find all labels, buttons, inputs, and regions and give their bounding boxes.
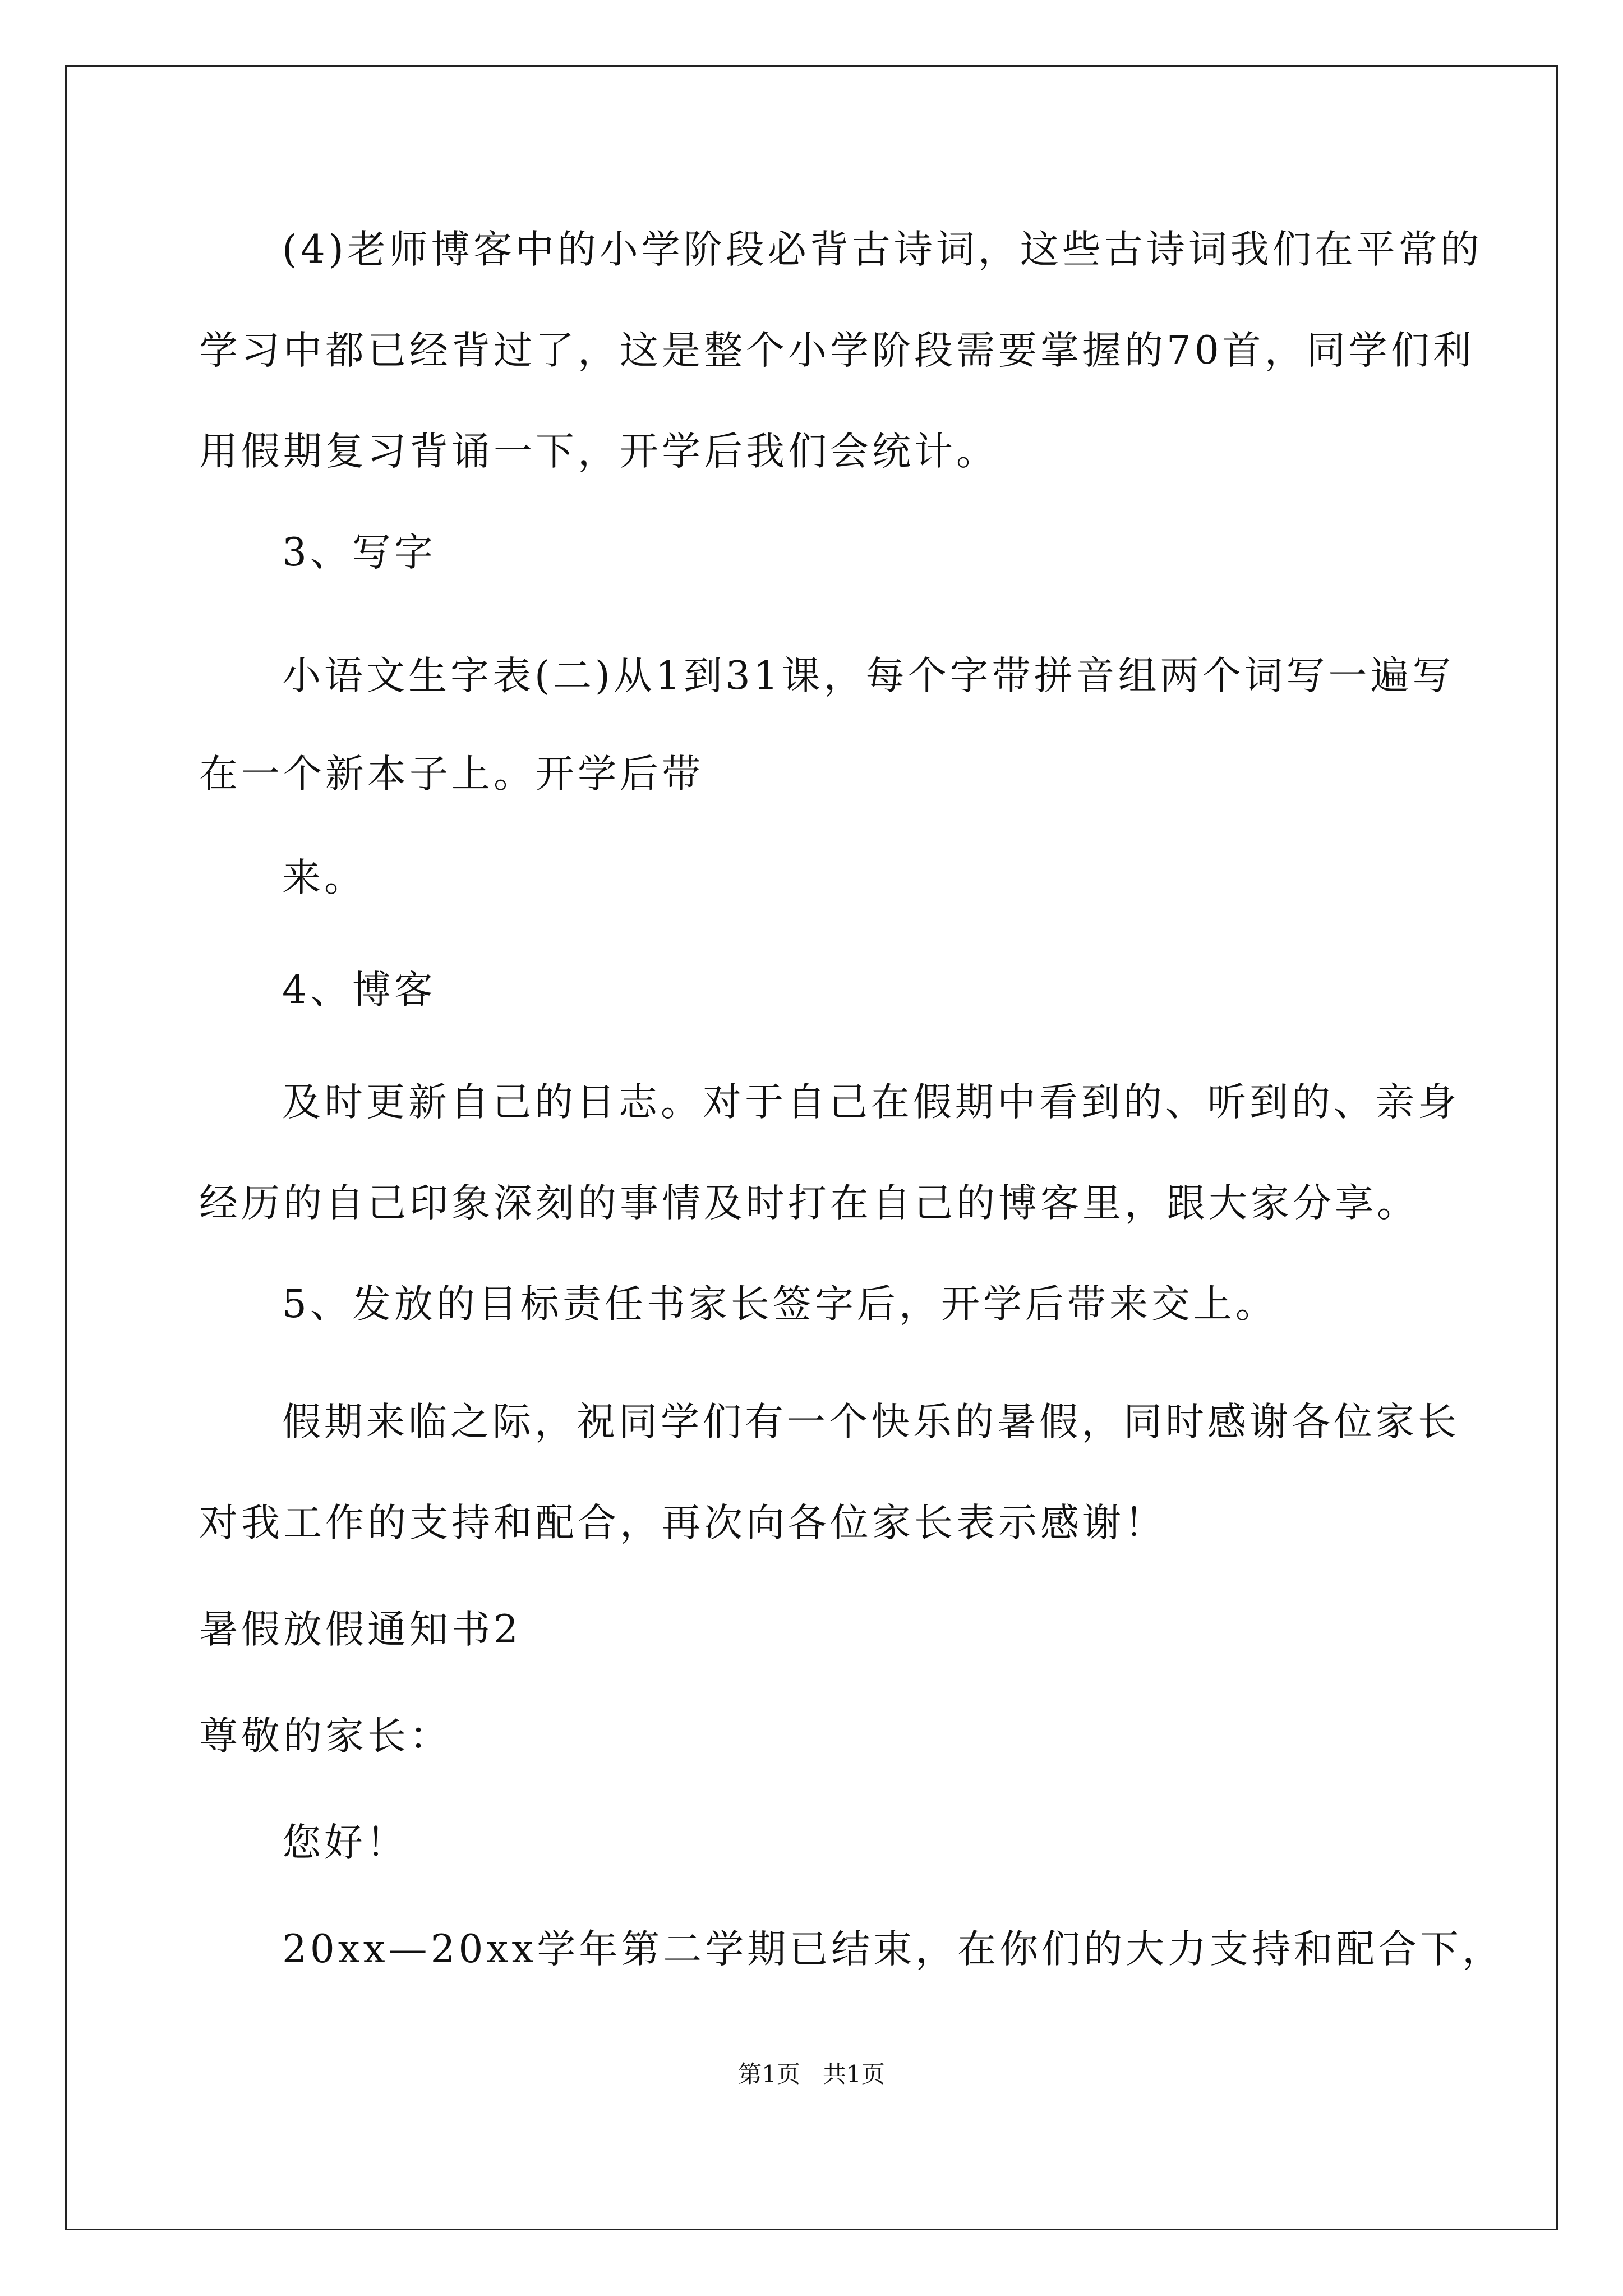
paragraph-line: 对我工作的支持和配合，再次向各位家长表示感谢！ [199,1501,1166,1545]
paragraph-line: 20xx—20xx学年第二学期已结束，在你们的大力支持和配合下， [282,1927,1505,1972]
salutation: 尊敬的家长： [199,1714,451,1759]
paragraph-line: 在一个新本子上。开学后带 [199,752,704,797]
paragraph-line: 5、发放的目标责任书家长签字后，开学后带来交上。 [282,1282,1278,1327]
section-heading: 3、写字 [282,530,436,575]
section-heading: 4、博客 [282,968,436,1013]
paragraph-line: 学习中都已经背过了，这是整个小学阶段需要掌握的70首，同学们利 [199,328,1475,373]
paragraph-line: 经历的自己印象深刻的事情及时打在自己的博客里，跟大家分享。 [199,1181,1419,1226]
paragraph-line: 用假期复习背诵一下，开学后我们会统计。 [199,429,998,474]
paragraph-line: 及时更新自己的日志。对于自己在假期中看到的、听到的、亲身 [282,1080,1460,1125]
paragraph-line: 假期来临之际，祝同学们有一个快乐的暑假，同时感谢各位家长 [282,1400,1460,1444]
page-footer: 第1页 共1页 [738,2060,885,2088]
greeting: 您好！ [282,1820,408,1865]
paragraph-line: (4)老师博客中的小学阶段必背古诗词，这些古诗词我们在平常的 [282,227,1483,272]
paragraph-line: 小语文生字表(二)从1到31课，每个字带拼音组两个词写一遍写 [282,654,1455,698]
paragraph-line: 来。 [282,855,366,900]
page-border [65,65,1558,2230]
document-title: 暑假放假通知书2 [199,1607,522,1652]
